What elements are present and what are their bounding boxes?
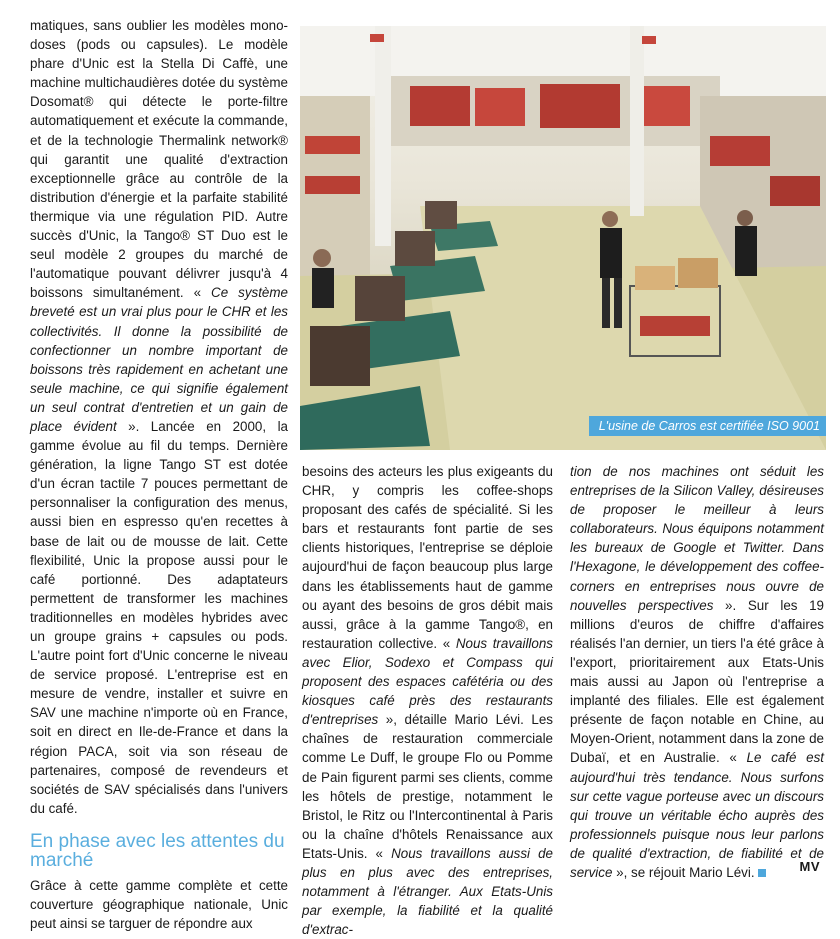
photo-caption: L'usine de Carros est certifiée ISO 9001: [589, 416, 826, 436]
quote-text: Ce système breveté est un vrai plus pour le CHR et les collectivités. Il donne la possibilité de confectionner un nombre important de boissons très rapidement en achetant une seule machine, ce qui signifie également un seul contrat d'entretien et un gain de place évident: [30, 285, 288, 434]
end-of-article-mark: [758, 869, 766, 877]
body-text: Grâce à cette gamme complète et cette couverture géographique nationale, Unic peut ainsi se targuer de répondre aux: [30, 877, 288, 932]
quote-text: Nous travaillons avec Elior, Sodexo et Compass qui proposent des espaces cafétéria ou des kiosques café près des restaurants d'entreprises: [302, 635, 553, 728]
paragraph: [570, 462, 824, 882]
body-text: matiques, sans oublier les modèles mono-doses (pods ou capsules). Le modèle phare d'Unic est la Stella Di Caffè, une machine multichaudières dotée du système Dosomat® qui détecte le porte-filtre automatiquement et exécute la commande, et de la technologie Thermalink network® qui garantit une qualité d'extraction exceptionnelle grâce au contrôle de la distribution d'énergie et la parfaite stabilité thermique via une régulation PID. Autre succès d'Unic, la Tango® ST Duo est le seul modèle 2 groupes du marché de l'automatique pouvant délivrer jusqu'à 4 boissons simultanément. «: [30, 18, 288, 301]
body-text: », détaille Mario Lévi. Les chaînes de restauration commerciale comme Le Duff, le groupe Flo ou Pomme de Pain figurent parmi ses clients, comme les hôtels de prestige, notamment le Bristol, le Ritz ou l'Intercontinental à Paris ou la chaîne d'hôtels Renaissance aux Etats-Unis. «: [302, 712, 553, 861]
paragraph: [302, 462, 553, 939]
quote-text: tion de nos machines ont séduit les entreprises de la Silicon Valley, désireuses de proposer le meilleur à leurs collaborateurs. Nous équipons notamment les bureaux de Google et Twitter. Dans l'Hexagone, le développement des coffee-corners en entreprises nous ouvre de nouvelles perspectives: [570, 464, 824, 613]
body-text: ». Sur les 19 millions d'euros de chiffre d'affaires réalisés l'an dernier, un tiers l'a été grâce à l'export, prioritairement aux Etats-Unis mais aussi au Japon où l'entreprise a implanté des filiales. Elle est également présente de façon notable en Chine, au Moyen-Orient, notamment dans la zone de Dubaï, et en Australie. «: [570, 597, 824, 766]
body-text: », se réjouit Mario Lévi.: [612, 864, 755, 880]
quote-text: Le café est aujourd'hui très tendance. Nous surfons sur cette vague porteuse avec un discours qui trouve un véritable écho auprès des professionnels puisque nous leur parlons de qualité d'extraction, de fiabilité et de service: [570, 750, 824, 880]
paragraph: [30, 876, 288, 933]
body-text: ». Lancée en 2000, la gamme évolue au fil du temps. Dernière génération, la ligne Tango ST est dotée d'un écran tactile 7 pouces permettant de personnaliser la configuration des menus, aussi bien en espresso qu'en recettes à base de lait ou de mousse de lait. Cette flexibilité, Unic la propose aussi pour le café portionné. Des adaptateurs permettent de transformer les machines traditionnelles en modèles hybrides avec un groupe grains + capsules ou pods. L'autre point fort d'Unic concerne le niveau de service proposé. L'entreprise est en mesure de vendre, installer et suivre en SAV une machine n'importe où en France, soit en direct en Ile-de-France et dans la région PACA, soit via son réseau de partenaires, composé de revendeurs et sociétés de SAV spécialisés dans l'univers du café.: [30, 418, 288, 816]
author-signature: MV: [799, 859, 820, 874]
text-column-3: [570, 462, 824, 882]
quote-text: Nous travaillons aussi de plus en plus avec des entreprises, notamment à l'étranger. Aux Etats-Unis par exemple, la fiabilité et la qualité d'extrac-: [302, 845, 553, 938]
factory-photo: [300, 26, 826, 450]
body-text: besoins des acteurs les plus exigeants du CHR, y compris les coffee-shops proposant des cafés de spécialité. Si les bars et restaurants font partie de ses clients historiques, l'entreprise se déploie aujourd'hui de façon beaucoup plus large dans les établissements haut de gamme ou ayant des besoins de gros débit mais aussi, grâce à la gamme Tango®, en restauration collective. «: [302, 464, 553, 651]
text-column-2: [302, 462, 553, 939]
section-subheading: En phase avec les attentes du marché: [30, 830, 285, 871]
text-column-1: [30, 16, 288, 933]
paragraph: [30, 16, 288, 818]
factory-photo-illustration: [300, 26, 826, 450]
